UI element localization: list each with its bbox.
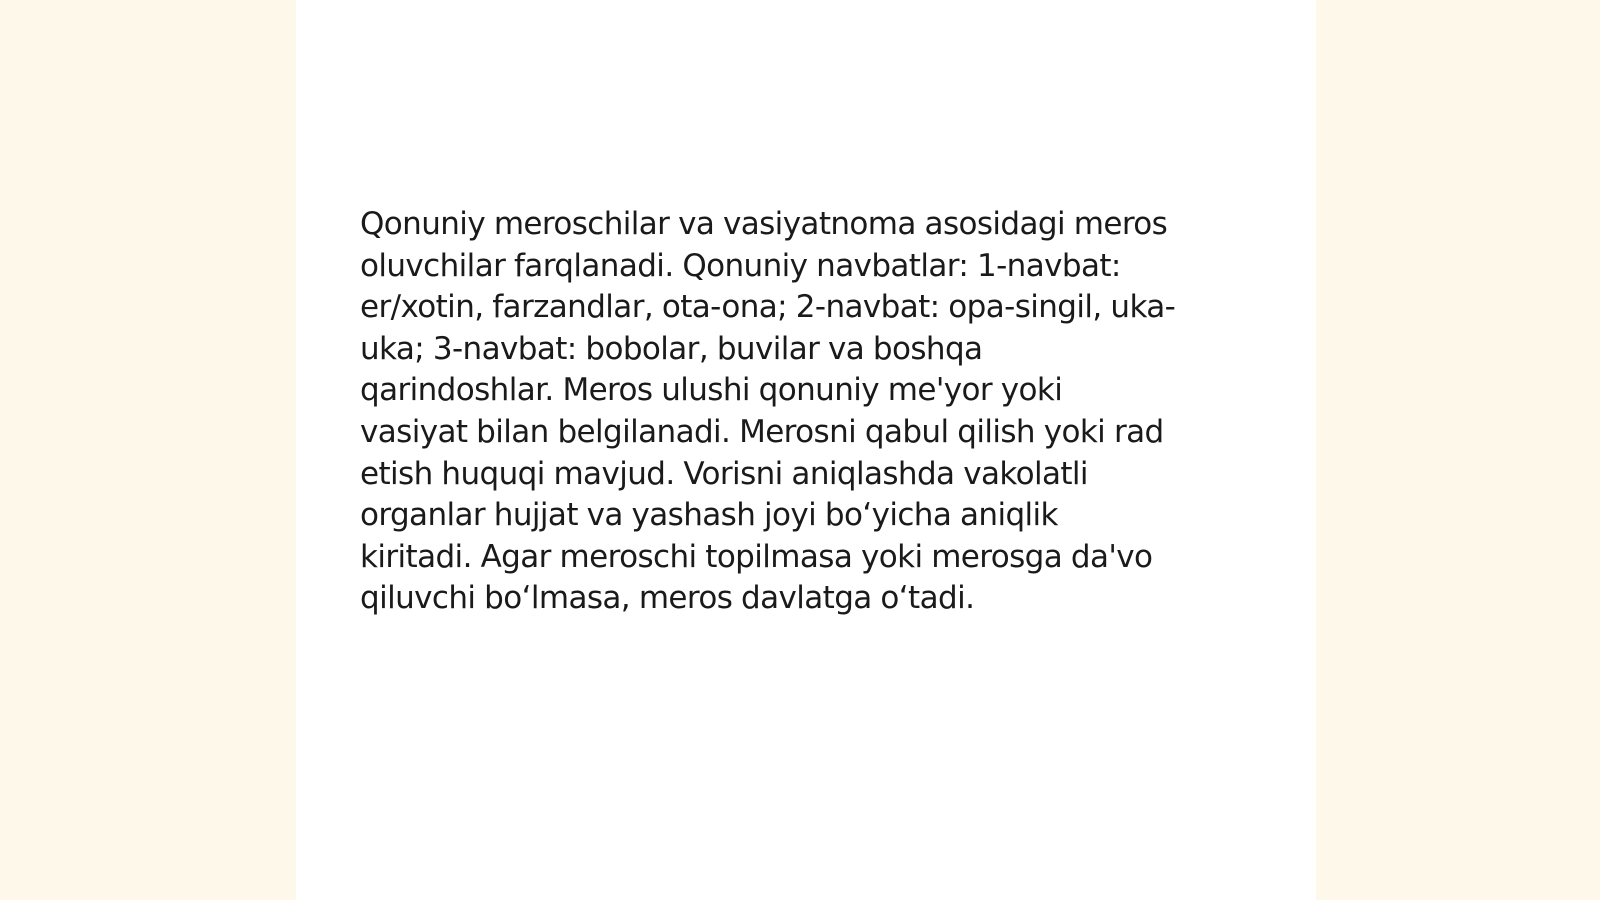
text-line-9: kiritadi. Agar meroschi topilmasa yoki merosga da'vo xyxy=(360,538,1153,575)
text-line-3: er/xotin, farzandlar, ota-ona; 2-navbat: opa-singil, uka- xyxy=(360,289,1176,326)
text-line-6: vasiyat bilan belgilanadi. Merosni qabul qilish yoki rad xyxy=(360,413,1164,450)
text-line-8: organlar hujjat va yashash joyi bo‘yicha aniqlik xyxy=(360,497,1058,534)
text-line-2: oluvchilar farqlanadi. Qonuniy navbatlar: 1-navbat: xyxy=(360,247,1121,284)
text-line-4: uka; 3-navbat: bobolar, buvilar va boshqa xyxy=(360,330,983,367)
document-page xyxy=(296,0,1316,900)
text-line-10: qiluvchi bo‘lmasa, meros davlatga o‘tadi. xyxy=(360,580,975,617)
text-line-7: etish huquqi mavjud. Vorisni aniqlashda vakolatli xyxy=(360,455,1088,492)
body-paragraph xyxy=(360,204,1260,620)
text-line-1: Qonuniy meroschilar va vasiyatnoma asosidagi meros xyxy=(360,206,1168,242)
text-line-5: qarindoshlar. Meros ulushi qonuniy me'yor yoki xyxy=(360,372,1063,409)
